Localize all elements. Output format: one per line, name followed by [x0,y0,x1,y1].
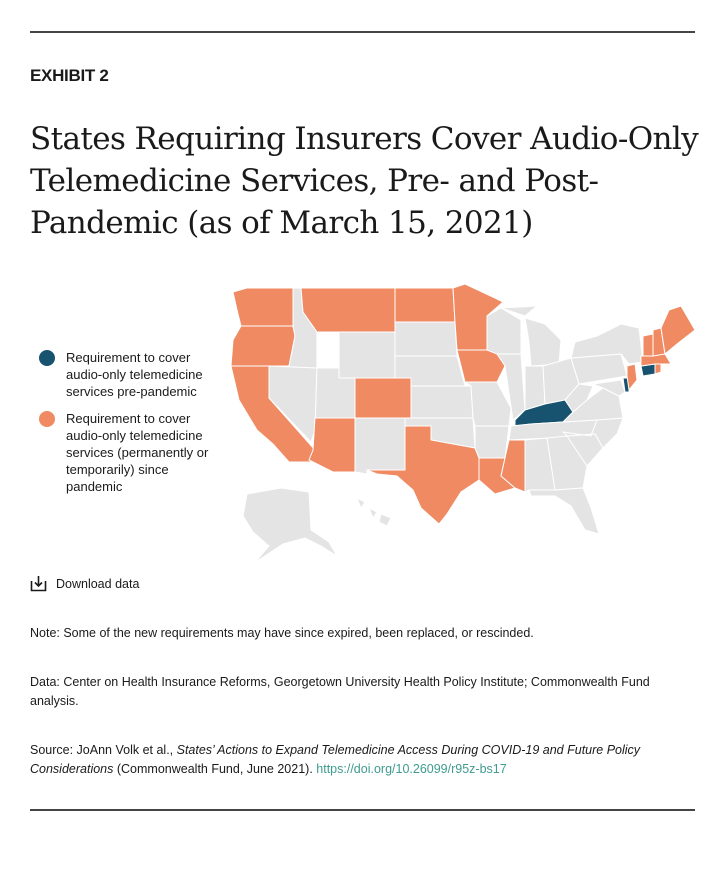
page-title: States Requiring Insurers Cover Audio-Only Telemedicine Services, Pre- and Post-Pandemic (as of March 15, 2021) [30,121,699,241]
data-source-text: Data: Center on Health Insurance Reforms, Georgetown University Health Policy Institute; Commonwealth Fund analysis. [30,675,650,708]
source-suffix: (Commonwealth Fund, June 2021). [113,762,317,776]
state-ME [661,306,695,354]
state-AK [243,488,337,562]
source-citation [30,741,700,779]
state-OR [231,326,295,366]
source-prefix: Source: JoAnn Volk et al., [30,743,177,757]
state-SD [395,322,457,356]
state-WA [233,288,293,326]
state-CO [355,378,411,418]
state-RI [655,364,661,374]
state-IN [525,366,545,410]
state-MT [301,288,395,332]
legend-label-pre-pandemic: Requirement to cover audio-only telemedicine services pre-pandemic [66,350,203,399]
note-text: Note: Some of the new requirements may have since expired, been replaced, or rescinded. [30,626,534,640]
download-data-button[interactable] [30,575,139,592]
state-VT [643,334,653,356]
legend-swatch-pre-pandemic [39,350,55,366]
legend-swatch-since-pandemic [39,411,55,427]
exhibit-label: EXHIBIT 2 [30,66,109,85]
state-NJ [627,364,637,390]
legend-item-since-pandemic [39,410,224,495]
state-WI [487,308,521,354]
state-HI [357,498,391,526]
download-data-label: Download data [56,576,140,591]
doi-link[interactable]: https://doi.org/10.26099/r95z-bs17 [316,762,507,776]
state-FL [529,488,599,534]
legend-label-since-pandemic: Requirement to cover audio-only telemedicine services (permanently or temporarily) since pandemic [66,411,209,494]
state-KS [411,386,473,418]
state-AZ [309,418,355,472]
state-ND [395,288,455,322]
top-rule [30,31,695,33]
map-legend [39,349,224,505]
legend-item-pre-pandemic [39,349,224,400]
bottom-rule [30,809,695,811]
us-map [225,280,700,570]
state-WY [339,332,395,378]
source-title: States’ Actions to Expand Telemedicine Access During COVID-19 and Future Policy Considerations [30,743,641,776]
state-AR [475,426,509,458]
state-PA [571,354,627,384]
download-icon [30,575,47,592]
state-NM [355,418,405,474]
